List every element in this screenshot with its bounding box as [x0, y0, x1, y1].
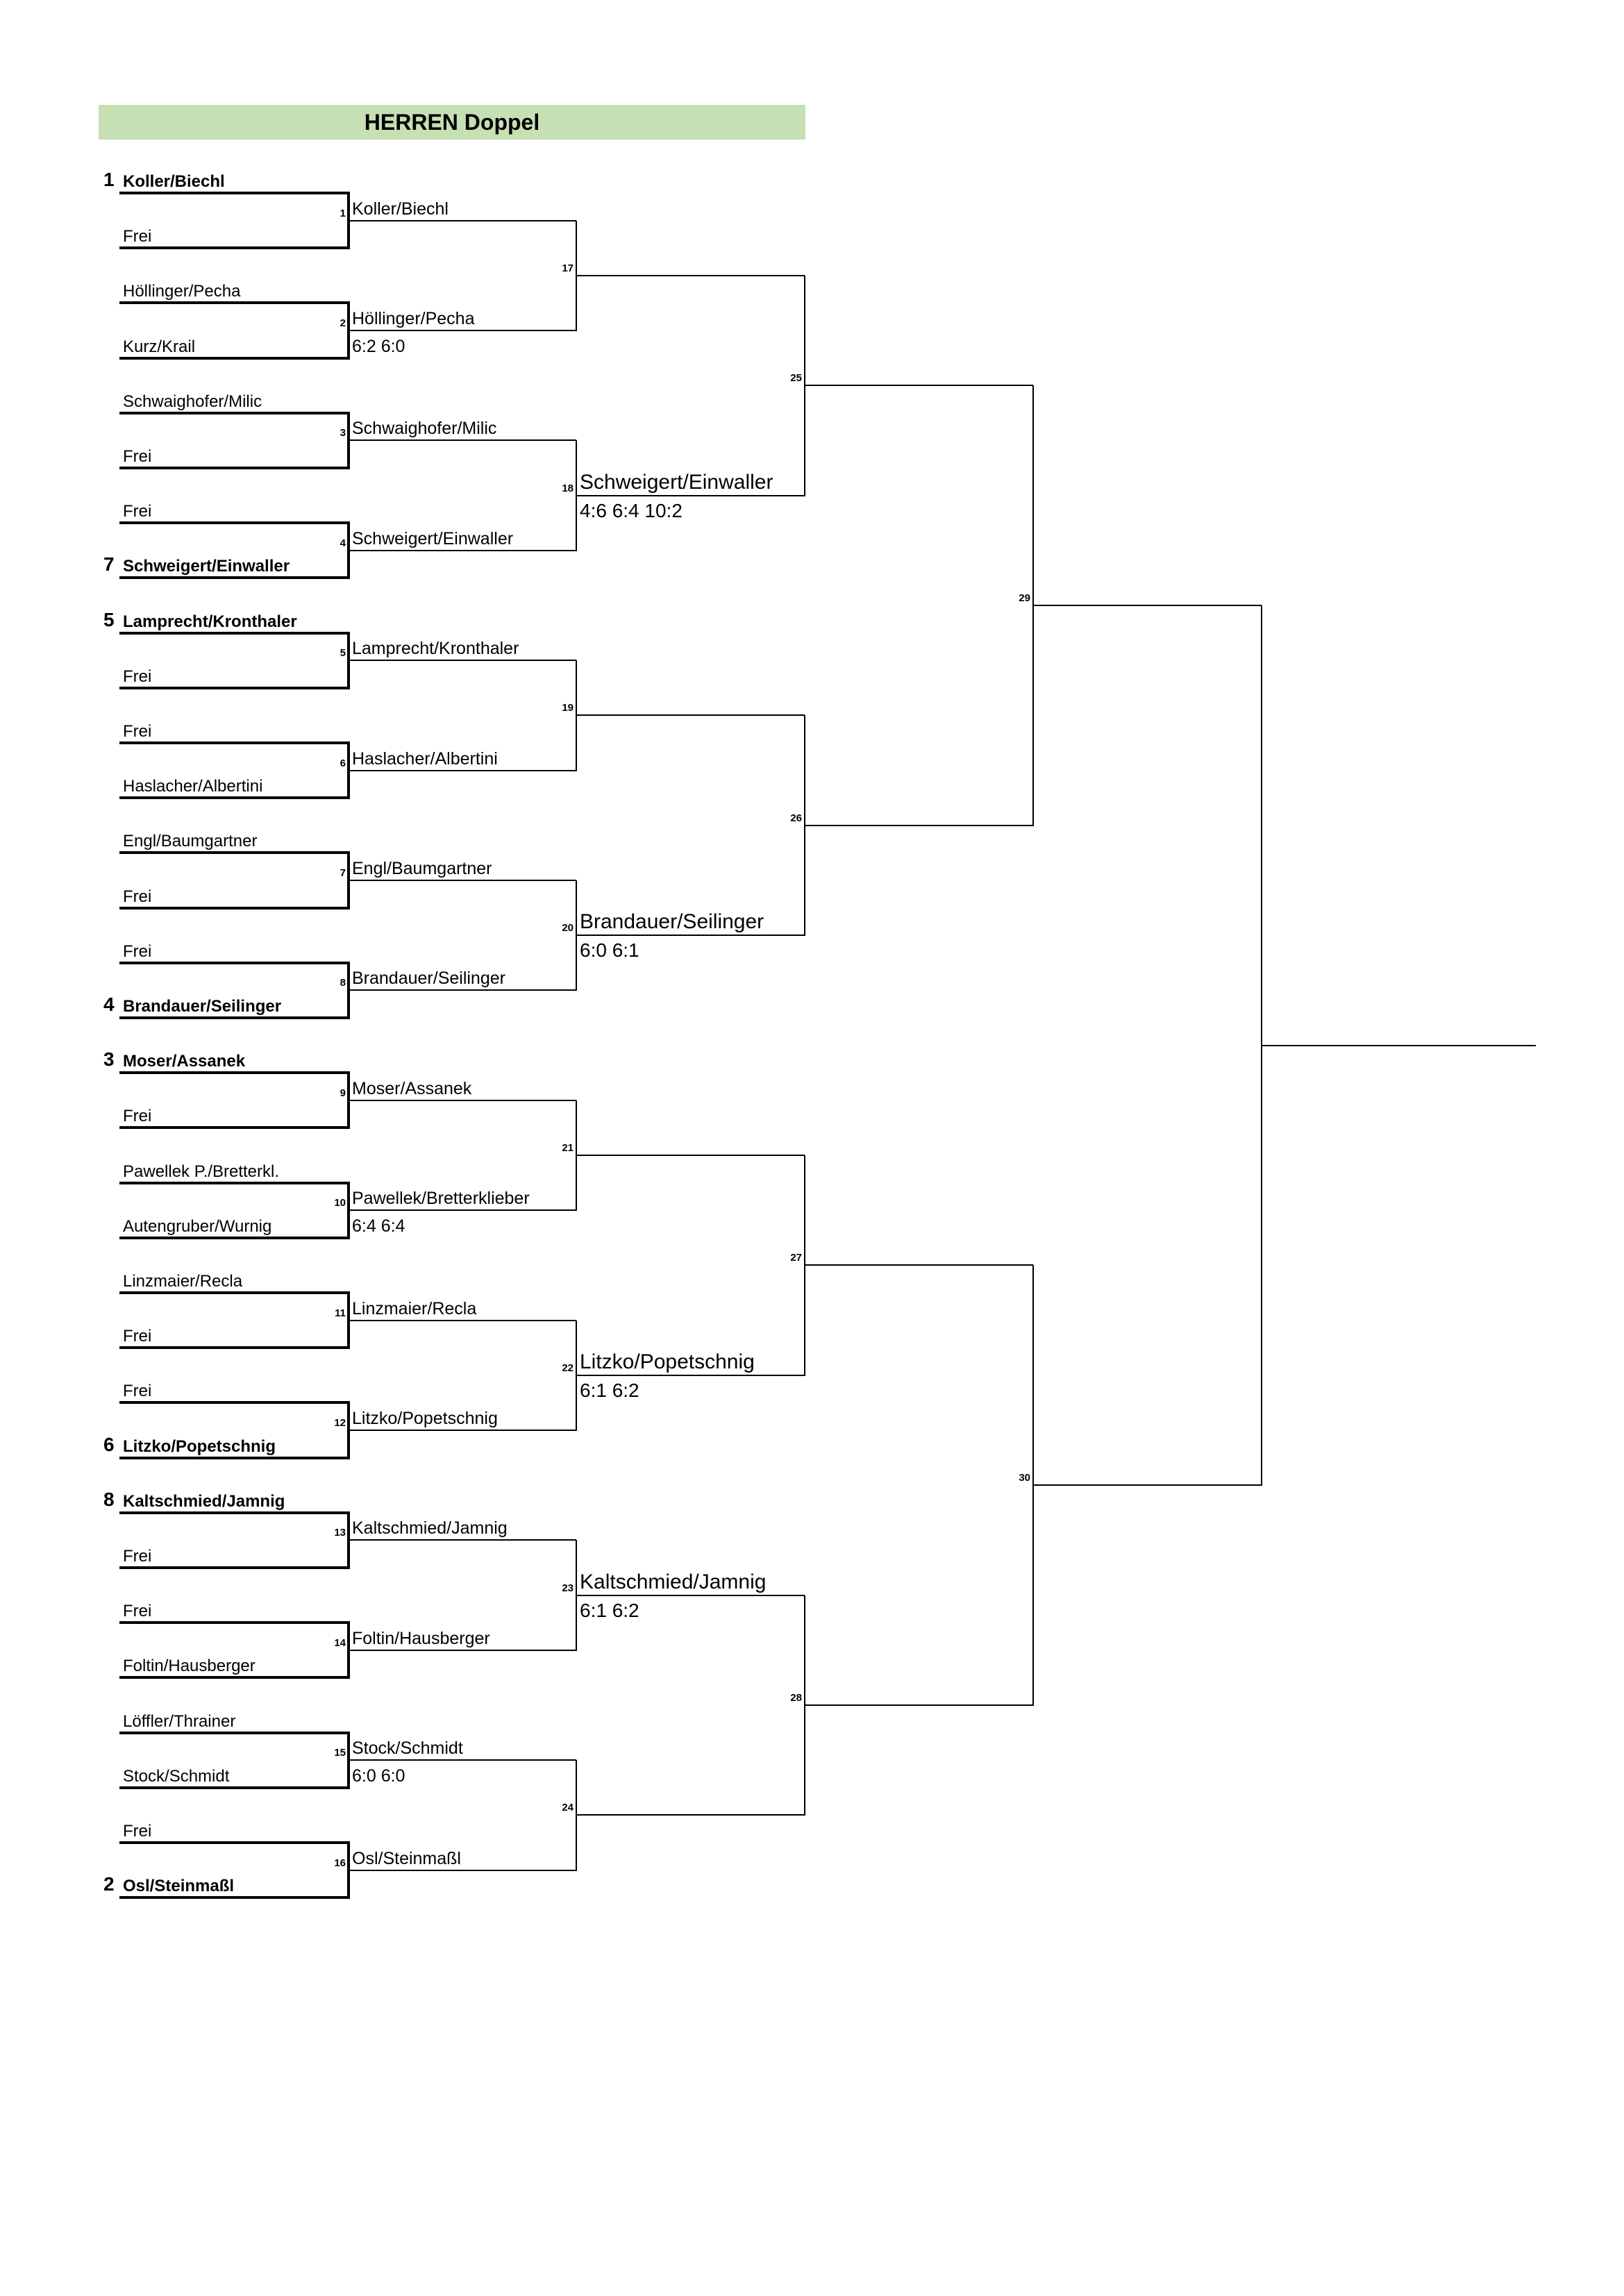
round1-entry: Osl/Steinmaßl: [123, 1877, 235, 1896]
round1-entry: Lamprecht/Kronthaler: [123, 612, 297, 631]
round5-line: [1033, 1484, 1262, 1486]
round1-entry: Frei: [123, 722, 152, 741]
round1-entry-line: [119, 907, 349, 910]
seed-number: 4: [103, 994, 115, 1015]
round3-line: [576, 714, 805, 716]
round2-line: [349, 330, 576, 331]
match-number: 12: [334, 1417, 346, 1429]
round2-winner: Engl/Baumgartner: [352, 859, 492, 878]
round1-entry: Kaltschmied/Jamnig: [123, 1491, 285, 1511]
round1-entry: Frei: [123, 502, 152, 521]
round2-line: [349, 550, 576, 551]
final-line: [1262, 1045, 1536, 1046]
round3-score: 4:6 6:4 10:2: [580, 499, 683, 521]
round3-winner: Schweigert/Einwaller: [580, 470, 773, 494]
match-number: 28: [790, 1692, 802, 1704]
match-number: 27: [790, 1252, 802, 1264]
round2-line: [349, 1539, 576, 1541]
round1-entry-line: [119, 1786, 349, 1789]
match-number: 13: [334, 1527, 346, 1539]
round1-entry-line: [119, 192, 349, 194]
round4-line: [805, 825, 1033, 826]
round1-entry-line: [119, 1511, 349, 1514]
round1-entry-line: [119, 851, 349, 854]
round1-entry-line: [119, 1401, 349, 1404]
round2-winner: Linzmaier/Recla: [352, 1298, 477, 1318]
match-number: 6: [340, 757, 346, 769]
match-number: 15: [334, 1747, 346, 1759]
round2-score: 6:2 6:0: [352, 337, 405, 356]
round1-entry-line: [119, 357, 349, 360]
round1-entry: Frei: [123, 1547, 152, 1566]
round5-line: [1033, 605, 1262, 606]
round1-entry: Brandauer/Seilinger: [123, 997, 282, 1016]
match-number: 2: [340, 317, 346, 329]
round1-entry-line: [119, 301, 349, 304]
round2-line: [349, 220, 576, 221]
round1-entry-line: [119, 962, 349, 964]
round3-line: [576, 1595, 805, 1596]
round1-entry: Engl/Baumgartner: [123, 832, 258, 851]
round3-line: [576, 1375, 805, 1376]
round2-winner: Foltin/Hausberger: [352, 1628, 490, 1648]
match-number: 11: [335, 1307, 346, 1319]
match-number: 1: [340, 207, 346, 219]
round3-score: 6:0 6:1: [580, 939, 639, 962]
round1-entry-line: [119, 796, 349, 799]
round1-entry: Pawellek P./Bretterkl.: [123, 1162, 279, 1181]
seed-number: 3: [103, 1048, 115, 1071]
round1-entry: Linzmaier/Recla: [123, 1272, 243, 1291]
round3-line: [576, 275, 805, 276]
round1-entry: Frei: [123, 667, 152, 686]
round1-entry-line: [119, 741, 349, 744]
round1-entry-line: [119, 1732, 349, 1734]
round2-line: [349, 1759, 576, 1761]
round1-entry-line: [119, 1237, 349, 1239]
round1-entry-line: [119, 576, 349, 579]
round1-entry: Litzko/Popetschnig: [123, 1436, 276, 1456]
match-number: 22: [562, 1361, 574, 1374]
round1-entry: Foltin/Hausberger: [123, 1657, 256, 1676]
match-number: 29: [1019, 592, 1030, 604]
round1-entry-line: [119, 1071, 349, 1074]
round1-entry-line: [119, 246, 349, 249]
round3-winner: Kaltschmied/Jamnig: [580, 1570, 767, 1593]
round1-entry: Frei: [123, 1327, 152, 1346]
round2-line: [349, 880, 576, 881]
round1-entry: Frei: [123, 941, 152, 961]
round2-winner: Kaltschmied/Jamnig: [352, 1518, 508, 1539]
round1-entry-line: [119, 1896, 349, 1899]
round2-line: [349, 1870, 576, 1871]
round2-line: [349, 989, 576, 991]
page-title: HERREN Doppel: [364, 109, 540, 135]
seed-number: 2: [103, 1873, 115, 1895]
seed-number: 8: [103, 1488, 115, 1510]
round2-line: [349, 1320, 576, 1321]
match-number: 18: [562, 482, 574, 494]
round1-entry-line: [119, 1621, 349, 1624]
match-number: 7: [340, 867, 346, 879]
round2-winner: Litzko/Popetschnig: [352, 1409, 498, 1428]
round1-entry: Moser/Assanek: [123, 1052, 246, 1071]
match-number: 8: [340, 977, 346, 989]
round1-entry-line: [119, 1291, 349, 1294]
round1-entry: Höllinger/Pecha: [123, 282, 241, 301]
round1-entry-line: [119, 632, 349, 635]
round1-entry: Frei: [123, 227, 152, 246]
round2-line: [349, 660, 576, 661]
round2-line: [349, 1100, 576, 1101]
round2-line: [349, 1430, 576, 1431]
round1-entry-line: [119, 1566, 349, 1569]
round1-entry-line: [119, 412, 349, 414]
round2-winner: Lamprecht/Kronthaler: [352, 639, 519, 659]
match-number: 10: [334, 1197, 346, 1209]
round2-winner: Schweigert/Einwaller: [352, 528, 514, 548]
round1-entry: Frei: [123, 1107, 152, 1126]
round1-entry-line: [119, 1126, 349, 1129]
round1-entry: Frei: [123, 1382, 152, 1401]
round2-line: [349, 1209, 576, 1211]
round1-entry: Koller/Biechl: [123, 172, 225, 191]
match-number: 21: [562, 1142, 574, 1154]
round2-line: [349, 1650, 576, 1651]
round4-line: [805, 1264, 1033, 1266]
round2-winner: Höllinger/Pecha: [352, 309, 475, 328]
round3-score: 6:1 6:2: [580, 1379, 639, 1401]
match-number: 3: [340, 427, 346, 439]
round1-entry-line: [119, 687, 349, 689]
page-title-bar: [99, 105, 805, 140]
match-number: 30: [1019, 1472, 1030, 1484]
round3-line: [576, 495, 805, 496]
round2-winner: Brandauer/Seilinger: [352, 969, 505, 989]
round1-entry-line: [119, 1676, 349, 1679]
match-number: 23: [562, 1582, 574, 1594]
round3-line: [576, 935, 805, 936]
round1-entry: Stock/Schmidt: [123, 1766, 230, 1786]
match-number: 26: [790, 812, 802, 824]
match-number: 19: [562, 702, 574, 714]
round4-line: [805, 385, 1033, 386]
round1-entry-line: [119, 521, 349, 524]
round1-entry: Kurz/Krail: [123, 337, 196, 356]
round2-winner: Koller/Biechl: [352, 199, 449, 219]
round1-entry: Frei: [123, 447, 152, 466]
match-number: 4: [340, 537, 346, 549]
match-number: 25: [790, 372, 802, 385]
round2-winner: Haslacher/Albertini: [352, 748, 498, 769]
round2-winner: Pawellek/Bretterklieber: [352, 1189, 530, 1209]
seed-number: 7: [103, 553, 115, 576]
round2-winner: Stock/Schmidt: [352, 1738, 463, 1759]
round1-entry: Frei: [123, 1602, 152, 1621]
round2-line: [349, 770, 576, 771]
match-number: 14: [334, 1636, 346, 1649]
round2-score: 6:0 6:0: [352, 1766, 405, 1786]
round1-entry: Schwaighofer/Milic: [123, 392, 262, 411]
round1-entry-line: [119, 1016, 349, 1019]
round3-score: 6:1 6:2: [580, 1599, 639, 1621]
match-number: 9: [340, 1087, 346, 1099]
round1-entry: Frei: [123, 887, 152, 906]
round1-entry: Löffler/Thrainer: [123, 1711, 236, 1731]
match-number: 17: [562, 262, 574, 274]
round2-winner: Osl/Steinmaßl: [352, 1848, 461, 1868]
match-number: 20: [562, 922, 574, 935]
round1-entry: Schweigert/Einwaller: [123, 557, 290, 576]
seed-number: 1: [103, 169, 115, 190]
round3-winner: Brandauer/Seilinger: [580, 910, 764, 934]
round3-line: [576, 1814, 805, 1816]
round1-entry-line: [119, 1346, 349, 1349]
round2-winner: Schwaighofer/Milic: [352, 419, 497, 439]
round1-entry-line: [119, 1182, 349, 1184]
match-number: 16: [334, 1857, 346, 1869]
round1-entry-line: [119, 1457, 349, 1459]
round2-line: [349, 439, 576, 441]
seed-number: 6: [103, 1433, 115, 1455]
round1-entry-line: [119, 1841, 349, 1844]
round4-line: [805, 1704, 1033, 1706]
match-number: 24: [562, 1802, 574, 1814]
round1-entry: Haslacher/Albertini: [123, 777, 263, 796]
seed-number: 5: [103, 608, 115, 630]
round3-line: [576, 1155, 805, 1156]
round2-score: 6:4 6:4: [352, 1216, 405, 1237]
round3-winner: Litzko/Popetschnig: [580, 1350, 755, 1373]
round1-entry: Autengruber/Wurnig: [123, 1216, 272, 1236]
match-number: 5: [340, 647, 346, 660]
round2-winner: Moser/Assanek: [352, 1078, 472, 1098]
round1-entry: Frei: [123, 1822, 152, 1841]
round1-entry-line: [119, 467, 349, 469]
